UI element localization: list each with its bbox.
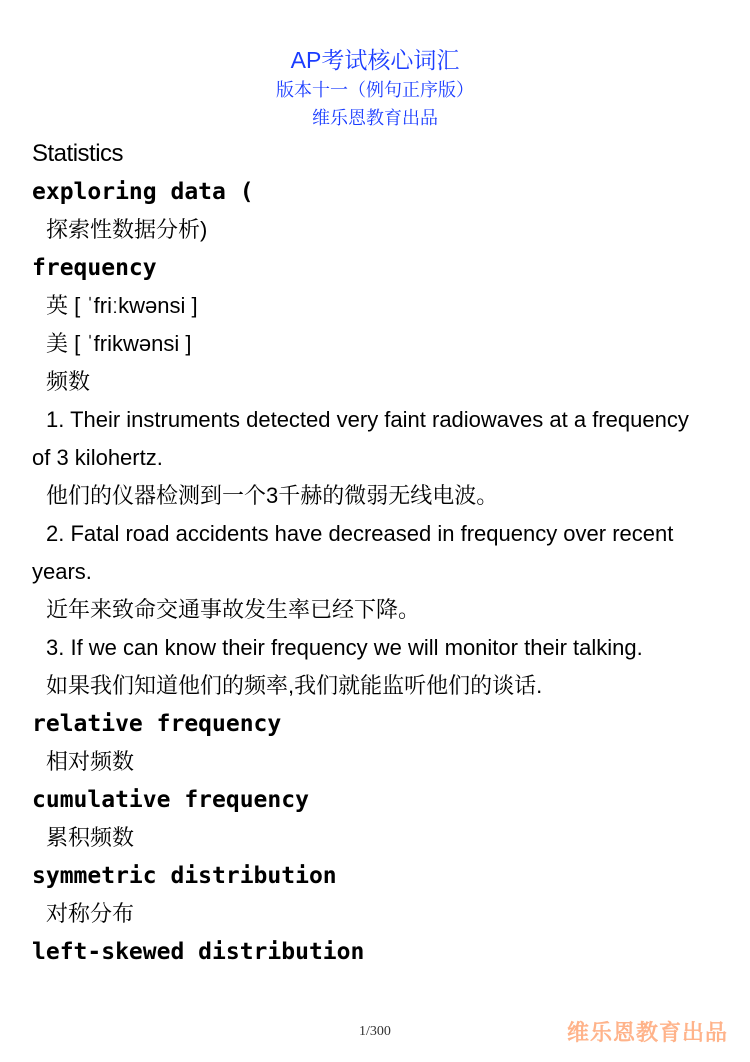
pronunciation-us: 美 [ ˈfrikwənsi ] [46, 331, 192, 356]
term-cumulative-frequency: cumulative frequency [32, 787, 309, 813]
term-translation: 对称分布 [46, 901, 135, 926]
vocabulary-content [32, 135, 712, 971]
version-subtitle: 版本十一（例句正序版） [276, 80, 474, 100]
term-translation: 探索性数据分析) [46, 217, 208, 242]
term-translation: 累积频数 [46, 825, 135, 850]
document-header [0, 44, 750, 132]
term-left-skewed-distribution: left-skewed distribution [32, 939, 365, 965]
example-sentence-en: 2. Fatal road accidents have decreased in frequency over recent years. [32, 521, 674, 584]
term-exploring-data: exploring data ( [32, 179, 254, 205]
publisher-watermark: 维乐恩教育出品 [566, 1021, 728, 1046]
example-sentence-zh: 如果我们知道他们的频率,我们就能监听他们的谈话. [46, 673, 543, 698]
example-sentence-zh: 近年来致命交通事故发生率已经下降。 [46, 597, 421, 622]
publisher-line: 维乐恩教育出品 [312, 108, 438, 128]
pronunciation-uk: 英 [ ˈfriːkwənsi ] [46, 293, 198, 318]
term-frequency: frequency [32, 255, 157, 281]
example-sentence-zh: 他们的仪器检测到一个3千赫的微弱无线电波。 [46, 483, 499, 508]
example-sentence-en: 1. Their instruments detected very faint radiowaves at a frequency of 3 kilohertz. [32, 407, 689, 470]
term-translation: 频数 [46, 369, 91, 394]
page-number: 1/300 [359, 1024, 391, 1039]
term-translation: 相对频数 [46, 749, 135, 774]
term-symmetric-distribution: symmetric distribution [32, 863, 337, 889]
term-relative-frequency: relative frequency [32, 711, 282, 737]
document-title: AP考试核心词汇 [290, 47, 460, 73]
section-title: Statistics [32, 140, 124, 167]
example-sentence-en: 3. If we can know their frequency we will monitor their talking. [46, 635, 643, 660]
